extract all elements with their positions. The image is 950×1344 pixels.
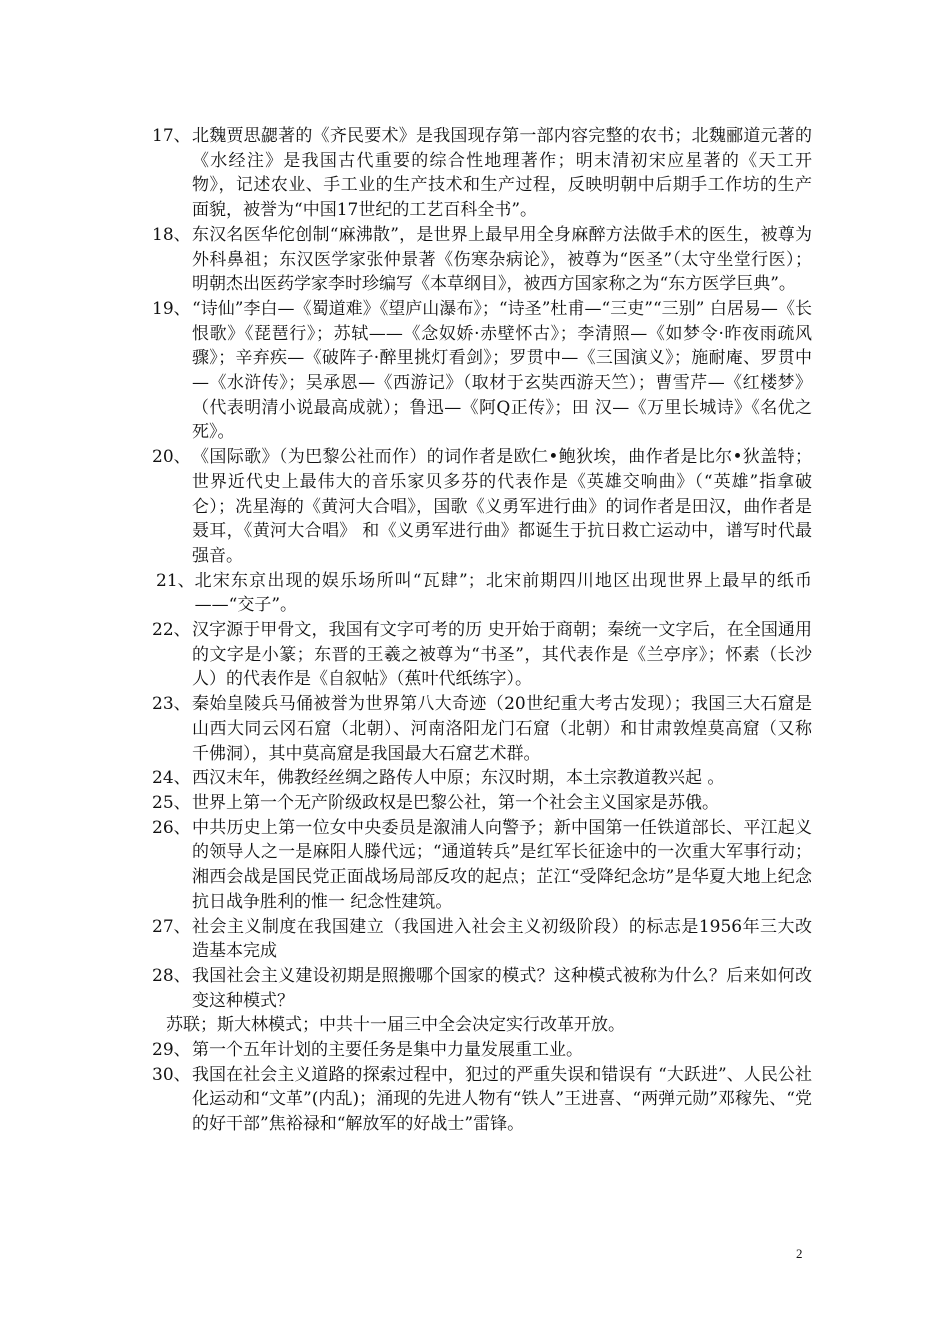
item-number: 25、 bbox=[152, 792, 191, 813]
item-number: 24、 bbox=[152, 768, 191, 789]
list-item bbox=[152, 791, 812, 816]
item-text: 中共历史上第一位女中央委员是溆浦人向警予；新中国第一任铁道部长、平江起义的领导人之一是麻阳人滕代远；“通道转兵”是红军长征途中的一次重大军事行动；湘西会战是国民党正面战场局部反攻的起点；芷江“受降纪念坊”是华夏大地上纪念抗日战争胜利的惟一 纪念性建筑。 bbox=[192, 817, 812, 912]
item-number: 30、 bbox=[152, 1064, 191, 1085]
item-text: 汉字源于甲骨文，我国有文字可考的历 史开始于商朝；秦统一文字后，在全国通用的文字是小篆；东晋的王羲之被尊为“书圣”，其代表作是《兰亭序》；怀素（长沙人）的代表作是《自叙帖》（蕉叶代纸练字）。 bbox=[192, 620, 812, 690]
item-number: 22、 bbox=[152, 620, 191, 641]
item-text: 世界上第一个无产阶级政权是巴黎公社，第一个社会主义国家是苏俄。 bbox=[192, 792, 719, 813]
item-number: 26、 bbox=[152, 817, 191, 838]
item-text: 《国际歌》（为巴黎公社而作）的词作者是欧仁•鲍狄埃，曲作者是比尔•狄盖特；世界近代史上最伟大的音乐家贝多芬的代表作是《英雄交响曲》（“英雄”指拿破仑）；冼星海的《黄河大合唱》，国歌《义勇军进行曲》的词作者是田汉，曲作者是聂耳，《黄河大合唱》 和《义勇军进行曲》都诞生于抗日救亡运动中，谱写时代最强音。 bbox=[192, 447, 812, 566]
document-body bbox=[152, 124, 812, 1137]
list-item bbox=[152, 692, 812, 766]
item-text: 北宋东京出现的娱乐场所叫“瓦肆”；北宋前期四川地区出现世界上最早的纸币 ——“交子”。 bbox=[194, 570, 812, 616]
list-item bbox=[152, 1063, 812, 1137]
item-text: 秦始皇陵兵马俑被誉为世界第八大奇迹（20世纪重大考古发现）；我国三大石窟是山西大同云冈石窟（北朝）、河南洛阳龙门石窟（北朝）和甘肃敦煌莫高窟（又称千佛洞），其中莫高窟是我国最大石窟艺术群。 bbox=[192, 694, 812, 764]
page-number: 2 bbox=[796, 1246, 803, 1261]
item-text: 第一个五年计划的主要任务是集中力量发展重工业。 bbox=[192, 1040, 583, 1061]
item-text: 北魏贾思勰著的《齐民要术》是我国现存第一部内容完整的农书；北魏郦道元著的《水经注》是我国古代重要的综合性地理著作；明末清初宋应星著的《天工开物》，记述农业、手工业的生产技术和生产过程，反映明朝中后期手工作坊的生产面貌，被誉为“中国17世纪的工艺百科全书”。 bbox=[192, 126, 812, 221]
item-text: 东汉名医华佗创制“麻沸散”，是世界上最早用全身麻醉方法做手术的医生，被尊为外科鼻祖；东汉医学家张仲景著《伤寒杂病论》，被尊为“医圣”（太守坐堂行医）；明朝杰出医药学家李时珍编写《本草纲目》，被西方国家称之为“东方医学巨典”。 bbox=[192, 224, 812, 295]
list-item bbox=[152, 964, 812, 1013]
item-number: 17、 bbox=[152, 126, 191, 146]
item-list-continued bbox=[152, 1038, 812, 1137]
list-item bbox=[152, 816, 812, 915]
item-number: 19、 bbox=[152, 298, 191, 319]
list-item bbox=[152, 766, 812, 791]
list-item bbox=[152, 618, 812, 692]
list-item bbox=[152, 297, 812, 445]
item-list bbox=[152, 124, 812, 1013]
item-number: 20、 bbox=[152, 447, 191, 468]
item-number: 27、 bbox=[152, 916, 191, 937]
list-item bbox=[152, 915, 812, 964]
item-number: 18、 bbox=[152, 224, 191, 245]
item-text: 西汉末年，佛教经丝绸之路传人中原；东汉时期，本土宗教道教兴起 。 bbox=[192, 768, 725, 789]
item-text: 我国在社会主义道路的探索过程中，犯过的严重失误和错误有 “大跃进”、人民公社化运动和“文革”(内乱)；涌现的先进人物有“铁人”王进喜、“两弹元勋”邓稼先、“党的好干部”焦裕禄和“解放军的好战士”雷锋。 bbox=[192, 1064, 812, 1135]
list-item bbox=[152, 569, 812, 618]
item-text: 社会主义制度在我国建立（我国进入社会主义初级阶段）的标志是1956年三大改造基本完成 bbox=[192, 916, 812, 962]
list-item bbox=[152, 223, 812, 297]
item-number: 23、 bbox=[152, 694, 191, 715]
item-number: 29、 bbox=[152, 1040, 191, 1061]
list-item bbox=[152, 124, 812, 223]
item-text: “诗仙”李白—《蜀道难》《望庐山瀑布》；“诗圣”杜甫—“三吏”“三别” 白居易—《长恨歌》《琵琶行》；苏轼——《念奴娇·赤壁怀古》；李清照—《如梦令·昨夜雨疏风骤》；辛弃疾—《破阵子·醉里挑灯看剑》；罗贯中—《三国演义》；施耐庵、罗贯中—《水浒传》；吴承恩—《西游记》（取材于玄奘西游天竺）；曹雪芹—《红楼梦》（代表明清小说最高成就）；鲁迅—《阿Q正传》；田 汉—《万里长城诗》《名优之死》。 bbox=[192, 298, 812, 443]
list-item bbox=[152, 1038, 812, 1063]
item-number: 28、 bbox=[152, 965, 191, 986]
answer-28: 苏联；斯大林模式；中共十一届三中全会决定实行改革开放。 bbox=[166, 1015, 625, 1036]
item-text: 我国社会主义建设初期是照搬哪个国家的模式？这种模式被称为什么？后来如何改变这种模式？ bbox=[192, 965, 812, 1011]
list-item bbox=[152, 445, 812, 569]
item-number: 21、 bbox=[156, 570, 195, 591]
